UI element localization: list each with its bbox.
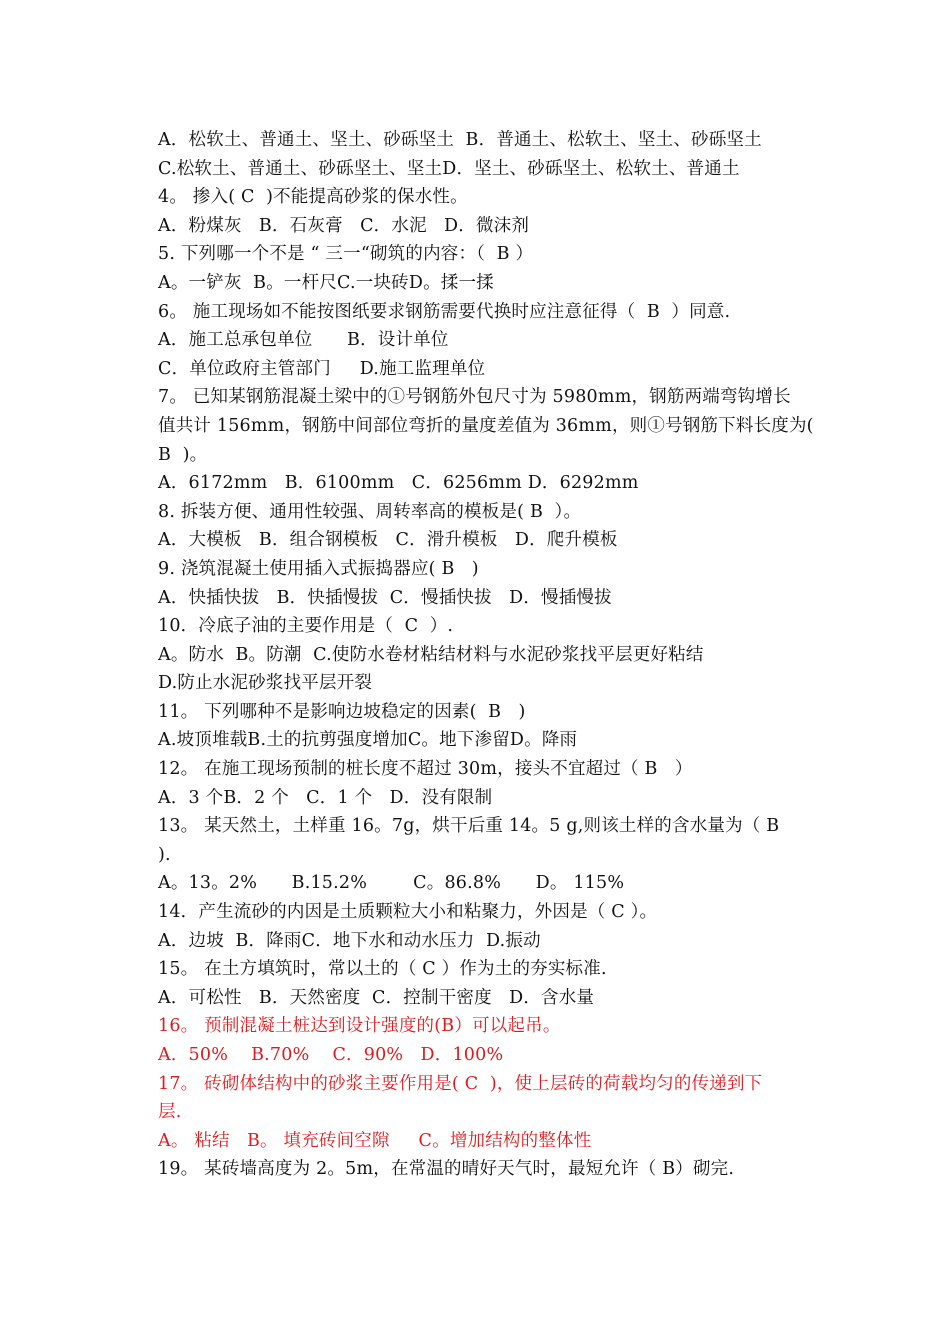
text-line: 16。 预制混凝土桩达到设计强度的(B）可以起吊。 bbox=[158, 1016, 561, 1037]
text-line: 14．产生流砂的内因是土质颗粒大小和粘聚力，外因是（ C ）。 bbox=[158, 902, 658, 923]
text-line: C.松软土、普通土、砂砾坚土、坚土D．坚土、砂砾坚土、松软土、普通土 bbox=[158, 158, 740, 179]
text-line: A．快插快拔 B．快插慢拔 C．慢插快拔 D．慢插慢拔 bbox=[158, 587, 612, 608]
text-line: 6。 施工现场如不能按图纸要求钢筋需要代换时应注意征得（ B ）同意. bbox=[158, 301, 731, 322]
text-line: A．粉煤灰 B．石灰膏 C．水泥 D．微沫剂 bbox=[158, 215, 530, 236]
text-line: D.防止水泥砂浆找平层开裂 bbox=[158, 673, 373, 694]
text-line: ). bbox=[158, 844, 171, 865]
text-line: 层. bbox=[158, 1102, 182, 1123]
text-line: 17。 砖砌体结构中的砂浆主要作用是( C )，使上层砖的荷载均匀的传递到下 bbox=[158, 1073, 763, 1094]
text-line: B )。 bbox=[158, 444, 208, 465]
text-line: 8. 拆装方便、通用性较强、周转率高的模板是( B ）。 bbox=[158, 501, 582, 522]
text-line: 15。 在土方填筑时，常以土的（ C ）作为土的夯实标准. bbox=[158, 959, 607, 980]
text-line: 值共计 156mm，钢筋中间部位弯折的量度差值为 36mm，则①号钢筋下料长度为( bbox=[158, 415, 814, 436]
text-line: A．6172mm B．6100mm C．6256mm D．6292mm bbox=[158, 473, 639, 494]
text-line: 13。 某天然土，土样重 16。7g，烘干后重 14。5 g,则该土样的含水量为（ B bbox=[158, 816, 780, 837]
text-line: 19。 某砖墙高度为 2。5m，在常温的晴好天气时，最短允许（ B）砌完. bbox=[158, 1159, 735, 1180]
text-line: C．单位政府主管部门 D.施工监理单位 bbox=[158, 358, 486, 379]
question-list bbox=[158, 126, 848, 1184]
text-line: 9. 浇筑混凝土使用插入式振捣器应( B ) bbox=[158, 558, 479, 579]
text-line: A．50% B.70% C．90% D．100% bbox=[158, 1045, 504, 1065]
text-line: A.坡顶堆载B.土的抗剪强度增加C。地下渗留D。降雨 bbox=[158, 730, 578, 751]
text-line: A。防水 B。防潮 C.使防水卷材粘结材料与水泥砂浆找平层更好粘结 bbox=[158, 644, 704, 665]
text-line: A．边坡 B．降雨C．地下水和动水压力 D.振动 bbox=[158, 930, 541, 951]
text-line: A．3 个B．2 个 C．1 个 D．没有限制 bbox=[158, 787, 493, 808]
text-line: 11。 下列哪种不是影响边坡稳定的因素( B ) bbox=[158, 701, 526, 722]
text-line: A．可松性 B．天然密度 C．控制干密度 D．含水量 bbox=[158, 987, 595, 1008]
text-line: A．松软土、普通土、坚土、砂砾坚土 B．普通土、松软土、坚土、砂砾坚土 bbox=[158, 130, 762, 150]
text-line: 7。 已知某钢筋混凝土梁中的①号钢筋外包尺寸为 5980mm，钢筋两端弯钩增长 bbox=[158, 387, 791, 408]
text-line: 10．冷底子油的主要作用是（ C ）. bbox=[158, 616, 454, 637]
text-line: A。13。2% B.15.2% C。86.8% D。 115% bbox=[158, 873, 625, 894]
text-line: A。一铲灰 B。一杆尺C.一块砖D。揉一揉 bbox=[158, 272, 494, 293]
text-line: 12。 在施工现场预制的桩长度不超过 30m，接头不宜超过（ B ） bbox=[158, 759, 693, 780]
text-line: 5. 下列哪一个不是 “ 三一“砌筑的内容：（ B ） bbox=[158, 244, 534, 265]
text-line: A。 粘结 B。 填充砖间空隙 C。增加结构的整体性 bbox=[158, 1130, 592, 1151]
text-line: A．施工总承包单位 B．设计单位 bbox=[158, 330, 449, 351]
text-line: A．大模板 B．组合钢模板 C．滑升模板 D．爬升模板 bbox=[158, 530, 618, 551]
text-line: 4。 掺入( C )不能提高砂浆的保水性。 bbox=[158, 187, 468, 208]
